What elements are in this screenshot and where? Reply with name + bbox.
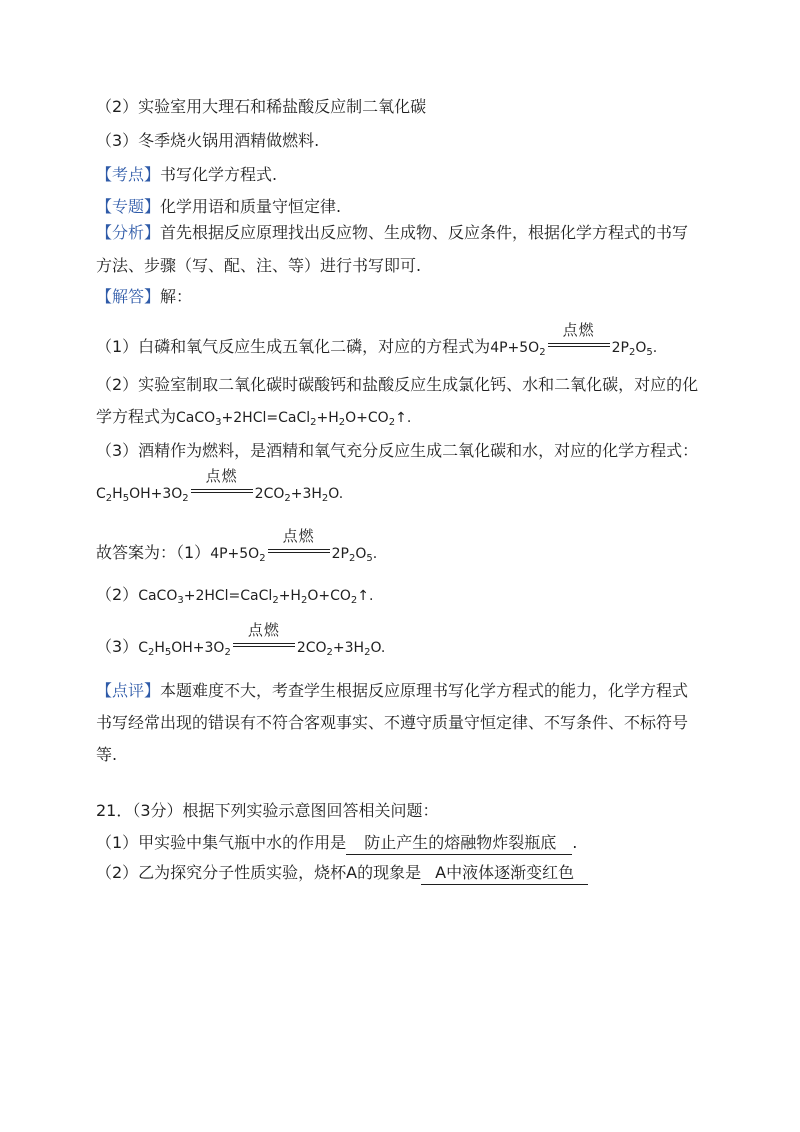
solution-1-line <box>96 321 658 359</box>
eq-term: 2CO <box>254 486 285 502</box>
solution-1-text: （1）白磷和氧气反应生成五氧化二磷，对应的方程式为 <box>96 337 491 356</box>
eq-term: O <box>328 486 339 502</box>
eq-sub: 2 <box>628 347 636 358</box>
eq-sub: 2 <box>224 647 231 658</box>
eq-sub: 2 <box>310 417 317 428</box>
answer-1-line <box>96 527 378 565</box>
eq-term: CaCO <box>176 410 216 426</box>
eq-period: . <box>372 546 378 562</box>
text-line: 等. <box>96 745 118 764</box>
text-line: 书写经常出现的错误有不符合客观事实、不遵守质量守恒定律、不写条件、不标符号 <box>96 713 689 732</box>
eq-sub: 2 <box>321 493 329 504</box>
equation-ethanol <box>96 467 344 505</box>
answer-3-line <box>96 621 386 659</box>
eq-term: CaCO <box>138 588 178 604</box>
fenxi-text: 首先根据反应原理找出反应物、生成物、反应条件，根据化学方程式的书写 <box>160 223 689 242</box>
eq-sub: 2 <box>338 417 346 428</box>
eq-term: 2P <box>611 340 629 356</box>
eq-term: O <box>635 340 647 356</box>
reaction-condition: 点燃 <box>562 321 595 339</box>
reaction-arrow <box>268 527 330 558</box>
eq-sub: 5 <box>164 647 172 658</box>
eq-term: H <box>112 486 123 502</box>
eq-term: 4P+5O <box>210 546 260 562</box>
answer-text: 防止产生的熔融物炸裂瓶底 <box>364 833 557 852</box>
eq-term: O+CO <box>345 410 389 426</box>
question-text: . <box>572 833 578 852</box>
reaction-condition: 点燃 <box>247 621 280 639</box>
eq-sub: 2 <box>284 493 291 504</box>
zhuanti-line <box>96 196 341 218</box>
eq-term: O <box>370 640 381 656</box>
reaction-arrow <box>191 467 253 498</box>
equation-ethanol-answer <box>138 621 386 659</box>
reaction-arrow <box>233 621 295 652</box>
eq-period: . <box>652 340 658 356</box>
eq-sub: 2 <box>364 647 371 658</box>
question-text: （1）甲实验中集气瓶中水的作用是 <box>96 833 347 852</box>
eq-term: OH+3O <box>171 640 225 656</box>
solution-2-text: 学方程式为 <box>96 407 177 426</box>
gas-arrow-icon: ↑ <box>395 410 407 426</box>
answer-prefix: （2） <box>96 585 139 604</box>
dianping-line <box>96 680 688 702</box>
text-line: （2）实验室制取二氧化碳时碳酸钙和盐酸反应生成氯化钙、水和二氧化碳，对应的化 <box>96 375 699 394</box>
answer-prefix: 故答案为：（1） <box>96 543 211 562</box>
equation-caco3 <box>176 407 411 429</box>
gas-arrow-icon: ↑ <box>357 588 369 604</box>
eq-term: +3H <box>290 486 322 502</box>
reaction-arrow <box>548 321 610 352</box>
reaction-condition: 点燃 <box>282 527 315 545</box>
eq-sub: 2 <box>300 595 308 606</box>
eq-sub: 2 <box>272 595 279 606</box>
eq-term: H <box>154 640 165 656</box>
reaction-condition: 点燃 <box>205 467 238 485</box>
kaodian-text: 书写化学方程式. <box>160 165 278 184</box>
eq-sub: 2 <box>182 493 189 504</box>
eq-term: +3H <box>332 640 365 656</box>
question-21-2 <box>96 862 588 885</box>
eq-sub: 2 <box>105 493 113 504</box>
eq-period: . <box>406 410 412 426</box>
question-21-1 <box>96 832 577 855</box>
eq-term: +H <box>278 588 301 604</box>
eq-sub: 2 <box>259 553 266 564</box>
eq-term: O+CO <box>307 588 351 604</box>
eq-period: . <box>380 640 386 656</box>
eq-term: C <box>138 640 148 656</box>
answer-prefix: （3） <box>96 637 139 656</box>
zhuanti-text: 化学用语和质量守恒定律. <box>160 197 342 216</box>
eq-term: +2HCl=CaCl <box>183 588 273 604</box>
kaodian-tag: 【考点】 <box>96 165 161 184</box>
eq-sub: 2 <box>348 553 356 564</box>
jieda-text: 解： <box>160 287 193 306</box>
dianping-text: 本题难度不大，考查学生根据反应原理书写化学方程式的能力，化学方程式 <box>160 681 689 700</box>
eq-sub: 2 <box>326 647 333 658</box>
equation-phosphorus <box>490 321 658 359</box>
question-21-stem: 21．（3分）根据下列实验示意图回答相关问题： <box>96 801 439 820</box>
eq-sub: 2 <box>539 347 546 358</box>
text-line: （3）冬季烧火锅用酒精做燃料. <box>96 131 320 150</box>
answer-text: A中液体逐渐变红色 <box>435 863 575 882</box>
eq-term: +H <box>316 410 339 426</box>
answer-blank <box>346 832 572 855</box>
text-line: （2）实验室用大理石和稀盐酸反应制二氧化碳 <box>96 97 427 116</box>
eq-sub: 3 <box>177 595 184 606</box>
eq-sub: 2 <box>350 595 358 606</box>
jieda-line <box>96 286 192 308</box>
fenxi-line <box>96 222 688 244</box>
question-text: （2）乙为探究分子性质实验，烧杯A的现象是 <box>96 863 422 882</box>
eq-sub: 5 <box>366 553 373 564</box>
equation-phosphorus-answer <box>210 527 378 565</box>
eq-sub: 2 <box>388 417 396 428</box>
dianping-tag: 【点评】 <box>96 681 161 700</box>
zhuanti-tag: 【专题】 <box>96 197 161 216</box>
eq-term: C <box>96 486 106 502</box>
text-line: （3）酒精作为燃料，是酒精和氧气充分反应生成二氧化碳和水，对应的化学方程式： <box>96 441 699 460</box>
answer-2-line <box>96 584 373 607</box>
solution-2-line <box>96 406 411 429</box>
equation-caco3-answer <box>138 585 373 607</box>
solution-3-line <box>96 467 344 505</box>
eq-term: +2HCl=CaCl <box>221 410 311 426</box>
kaodian-line <box>96 164 277 186</box>
fenxi-tag: 【分析】 <box>96 223 161 242</box>
eq-period: . <box>338 486 344 502</box>
eq-sub: 5 <box>646 347 653 358</box>
eq-term: 4P+5O <box>490 340 540 356</box>
eq-sub: 2 <box>147 647 155 658</box>
answer-blank <box>421 862 588 885</box>
eq-period: . <box>368 588 374 604</box>
eq-sub: 3 <box>215 417 222 428</box>
eq-term: O <box>355 546 367 562</box>
eq-term: 2CO <box>296 640 327 656</box>
text-line: 方法、步骤（写、配、注、等）进行书写即可. <box>96 256 422 275</box>
eq-term: OH+3O <box>129 486 183 502</box>
jieda-tag: 【解答】 <box>96 287 161 306</box>
eq-sub: 5 <box>122 493 130 504</box>
eq-term: 2P <box>331 546 349 562</box>
